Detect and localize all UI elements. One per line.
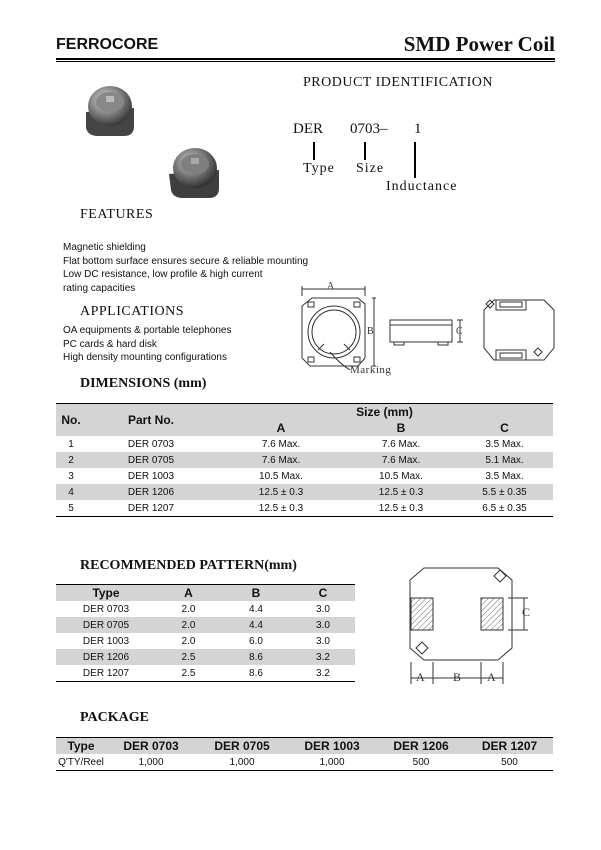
header-der-1207: DER 1207 [481,739,538,753]
package-title: PACKAGE [80,710,149,725]
dimensions-table [56,403,553,517]
table-row [56,633,355,649]
cell-c: 3.0 [316,619,330,631]
cell-qty: 500 [501,756,518,768]
table-row [56,617,355,633]
header-no: No. [61,413,81,427]
cell-b: 8.6 [249,651,263,663]
pattern-drawing [400,562,540,687]
table-row [56,500,553,517]
table-header-row [56,738,553,755]
feature-item: Flat bottom surface ensures secure & reliable mounting [63,255,309,267]
drawing-label-c: C [456,326,463,337]
cell-a: 7.6 Max. [261,438,301,450]
page-title: SMD Power Coil [403,32,555,56]
feature-item: Low DC resistance, low profile & high current [63,269,263,280]
cell-b: 6.0 [249,635,263,647]
table-row [56,665,355,682]
pattern-table [56,584,355,682]
pattern-title: RECOMMENDED PATTERN(mm) [80,558,297,573]
header-der-1206: DER 1206 [393,739,449,753]
table-header-row [56,404,553,421]
header-rule [56,58,555,60]
cell-b: 7.6 Max. [381,454,421,466]
cell-b: 4.4 [249,619,263,631]
pattern-label-b: B [453,670,462,684]
cell-c: 3.5 Max. [485,470,524,482]
pattern-label-c: C [522,605,531,619]
package-table [56,737,553,771]
cell-type: DER 1207 [82,667,130,679]
header-size: Size (mm) [356,405,413,419]
cell-c: 3.2 [316,667,330,679]
type-indicator [313,142,315,160]
cell-a: 2.0 [181,603,196,615]
cell-no: 4 [68,486,74,498]
cell-a: 2.5 [181,667,196,679]
code-part1: DER [293,121,323,137]
cell-part: DER 0705 [127,454,175,466]
header-b: B [396,421,406,435]
dimensions-title: DIMENSIONS (mm) [80,376,207,391]
cell-a: 7.6 Max. [261,454,301,466]
header-b: B [251,586,261,600]
header-der-0703: DER 0703 [123,739,179,753]
feature-item: Magnetic shielding [63,242,146,253]
cell-part: DER 0703 [127,438,175,450]
applications-list [63,324,231,365]
header-rule-thin [56,61,555,62]
table-row [56,754,553,771]
cell-c: 5.1 Max. [485,454,524,466]
code-part2: 0703– [350,121,388,137]
cell-c: 3.0 [316,635,330,647]
drawing-label-a: A [327,281,335,292]
cell-a: 2.0 [181,635,196,647]
cell-a: 10.5 Max. [259,470,303,482]
table-row [56,601,355,617]
pattern-label-a-left: A [416,670,425,684]
table-row [56,484,553,500]
cell-no: 5 [68,502,74,514]
header-c: C [500,421,509,435]
header-der-1003: DER 1003 [304,739,360,753]
cell-b: 12.5 ± 0.3 [378,486,424,498]
identification-title: PRODUCT IDENTIFICATION [303,75,494,90]
cell-no: 2 [68,454,74,466]
label-size: Size [356,161,385,176]
cell-b: 7.6 Max. [381,438,421,450]
label-type: Type [303,161,335,176]
application-item: OA equipments & portable telephones [63,325,232,336]
cell-type: DER 1206 [82,651,130,663]
cell-b: 4.4 [249,603,263,615]
application-item: PC cards & hard disk [63,338,157,350]
cell-type: DER 0705 [82,619,130,631]
cell-c: 5.5 ± 0.35 [482,486,527,498]
cell-qty: 1,000 [229,756,255,768]
code-part3: 1 [414,121,422,137]
table-row [56,452,553,468]
header-a: A [276,421,286,435]
inductance-indicator [414,142,416,178]
cell-no: 1 [68,438,74,450]
cell-row-label: Q'TY/Reel [58,756,104,768]
cell-b: 10.5 Max. [379,470,423,482]
cell-c: 3.2 [316,651,330,663]
coil-photo-bottom [165,140,225,202]
cell-part: DER 1207 [127,502,175,514]
table-header-row [56,585,355,602]
cell-a: 2.5 [181,651,196,663]
cell-qty: 1,000 [319,756,345,768]
features-list [63,241,308,295]
size-indicator [364,142,366,160]
header-der-0705: DER 0705 [214,739,270,753]
cell-type: DER 1003 [82,635,130,647]
cell-a: 12.5 ± 0.3 [258,502,304,514]
cell-no: 3 [68,470,74,482]
header-a: A [184,586,193,600]
applications-title: APPLICATIONS [80,304,185,319]
dimension-drawing [290,280,555,380]
header-type: Type [92,586,120,600]
cell-part: DER 1206 [127,486,175,498]
cell-part: DER 1003 [127,470,175,482]
header-type: Type [67,739,95,753]
cell-b: 12.5 ± 0.3 [378,502,424,514]
brand-name: FERROCORE [56,36,159,53]
cell-qty: 500 [412,756,430,768]
header-part: Part No. [127,413,174,427]
pattern-label-a-right: A [487,670,496,684]
cell-c: 3.5 Max. [485,438,524,450]
drawing-label-b: B [367,326,374,337]
cell-c: 3.0 [316,603,330,615]
cell-a: 2.0 [181,619,196,631]
label-inductance: Inductance [386,179,458,194]
feature-item: rating capacities [63,282,136,294]
header-c: C [318,586,328,600]
coil-photo-top [80,78,140,140]
cell-a: 12.5 ± 0.3 [258,486,304,498]
features-title: FEATURES [80,207,154,222]
cell-qty: 1,000 [138,756,164,768]
cell-type: DER 0703 [82,603,130,615]
drawing-label-marking: Marking [350,364,392,376]
cell-b: 8.6 [249,667,263,679]
table-row [56,468,553,484]
application-item: High density mounting configurations [63,352,227,363]
cell-c: 6.5 ± 0.35 [482,502,527,514]
table-row [56,649,355,665]
table-row [56,436,553,452]
